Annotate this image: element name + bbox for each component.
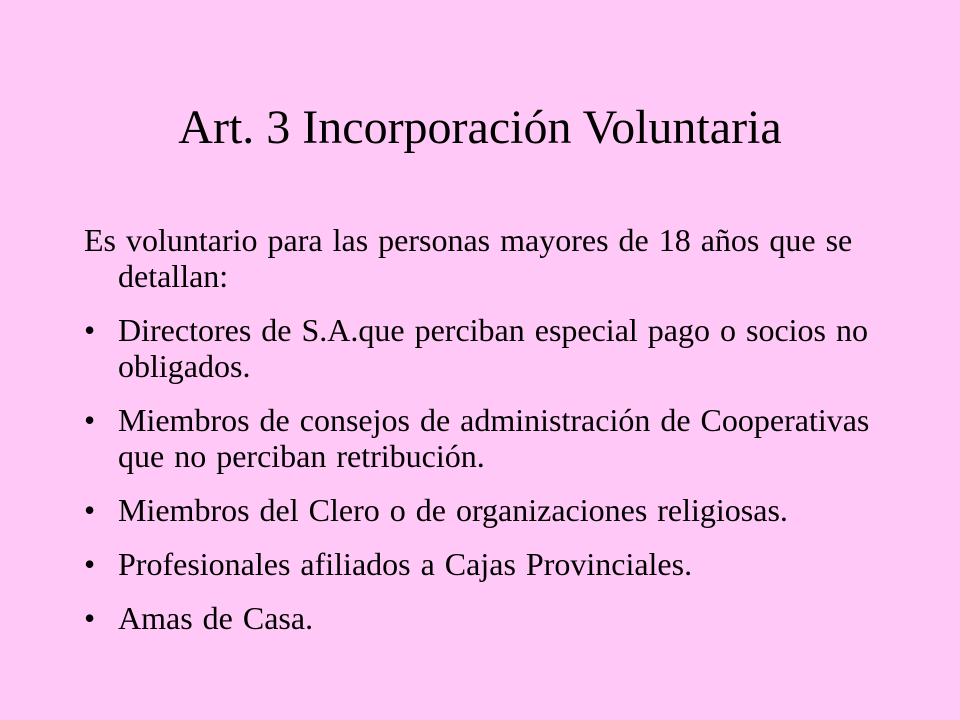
list-item — [84, 312, 884, 384]
bullet-icon: • — [84, 402, 96, 438]
bullet-icon: • — [84, 546, 96, 582]
list-item-text: Profesionales afiliados a Cajas Provinciales. — [118, 546, 693, 582]
list-item-text: Miembros de consejos de administración de Cooperativas que no perciban retribución. — [118, 402, 870, 474]
bullet-icon: • — [84, 492, 96, 528]
list-item — [84, 402, 884, 474]
list-item-text: Amas de Casa. — [118, 600, 314, 636]
slide-title: Art. 3 Incorporación Voluntaria — [178, 101, 782, 154]
intro-paragraph: Es voluntario para las personas mayores de 18 años que se detallan: — [84, 222, 853, 294]
bullet-icon: • — [84, 312, 96, 348]
list-item — [84, 546, 884, 582]
list-item — [84, 600, 884, 636]
list-item — [84, 492, 884, 528]
list-item-text: Miembros del Clero o de organizaciones religiosas. — [118, 492, 788, 528]
bullet-icon: • — [84, 600, 96, 636]
list-item-text: Directores de S.A.que perciban especial pago o socios no obligados. — [118, 312, 868, 384]
slide-body — [84, 222, 884, 654]
